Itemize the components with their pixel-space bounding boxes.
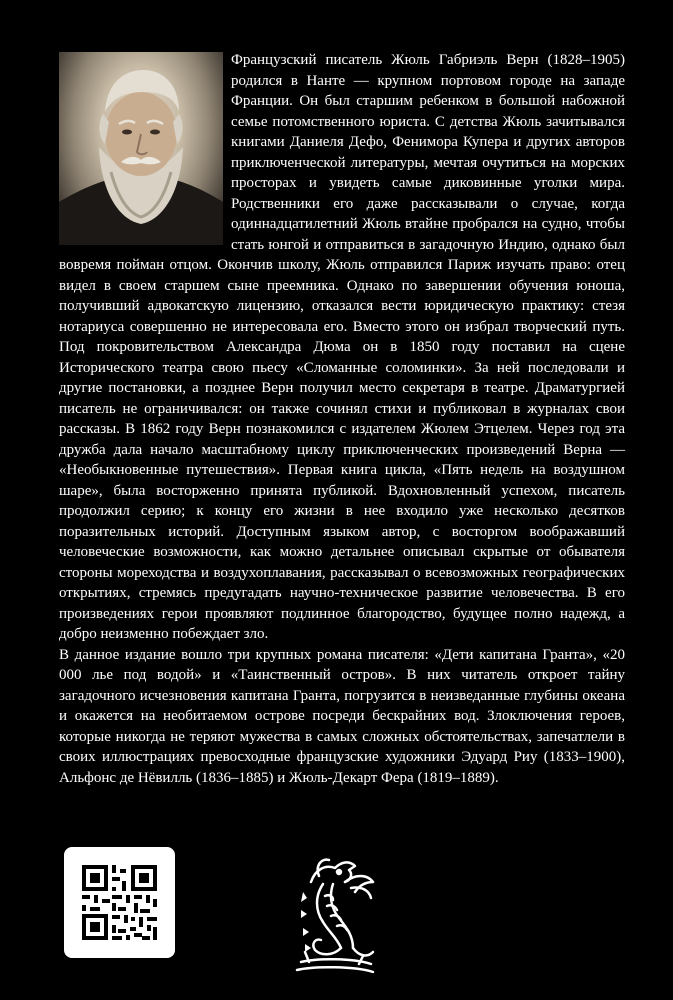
qr-code — [64, 847, 175, 958]
publisher-logo — [293, 852, 376, 974]
edition-paragraph: В данное издание вошло три крупных романа писателя: «Дети капитана Гранта», «20 000 лье под водой» и «Таинственный остров». В них читатель откроет тайну загадочного исчезновения капитана Гранта, погрузится в неизведанные глубины океана и окажется на необитаемом острове посреди бескрайних вод. Злоключения героев, которые никогда не теряют мужества в самых сложных обстоятельствах, запечатлели в своих иллюстрациях превосходные французские художники Эдуард Риу (1833–1900), Альфонс де Нёвилль (1836–1885) и Жюль-Декарт Фера (1819–1889). — [59, 646, 625, 786]
portrait-spacer — [59, 50, 231, 250]
qr-code-icon — [64, 847, 175, 958]
biography-text — [59, 50, 625, 788]
publisher-dragon-logo-icon — [293, 852, 376, 974]
biography-paragraph: Французский писатель Жюль Габриэль Верн (1828–1905) родился в Нанте — крупном портовом городе на западе Франции. Он был старшим ребенком в большой набожной семье потомственного юриста. С детства Жюль зачитывался книгами Даниеля Дефо, Фенимора Купера и других авторов приключенческой литературы, мечтая очутиться на морских просторах и увидеть самые диковинные уголки мира. Родственники его даже рассказывали о случае, когда одиннадцатилетний Жюль втайне пробрался на судно, чтобы стать юнгой и отправиться в загадочную Индию, однако был вовремя пойман отцом. Окончив школу, Жюль отправился Париж изучать право: отец видел в своем старшем сыне преемника. Однако по завершении обучения юноша, получивший адвокатскую лицензию, отказался вести юридическую практику: стезя нотариуса совершенно не интересовала его. Вместо этого он избрал творческий путь. Под покровительством Александра Дюма он в 1850 году поставил на сцене Исторического театра свою пьесу «Сломанные соломинки». За ней последовали и другие постановки, а позднее Верн получил место секретаря в театре. Драматургией писатель не ограничивался: он также сочинял стихи и публиковал в журналах свои рассказы. В 1862 году Верн познакомился с издателем Жюлем Этцелем. Через год эта дружба дала начало масштабному циклу приключенческих произведений Верна — «Необыкновенные путешествия». Первая книга цикла, «Пять недель на воздушном шаре», была восторженно принята публикой. Вдохновленный успехом, писатель продолжил серию; к концу его жизни в нее входило уже несколько десятков поразительных историй. Доступным языком автор, с восторгом воображавший человеческие возможности, как можно детальнее описывал скрытые от обывателя стороны мореходства и воздухоплавания, рассказывал о всевозможных географических открытиях, стремясь предугадать научно-техническое развитие человечества. В его произведениях герои проявляют подлинное благородство, будущее полно надежд, а добро неизменно побеждает зло. — [59, 52, 625, 642]
